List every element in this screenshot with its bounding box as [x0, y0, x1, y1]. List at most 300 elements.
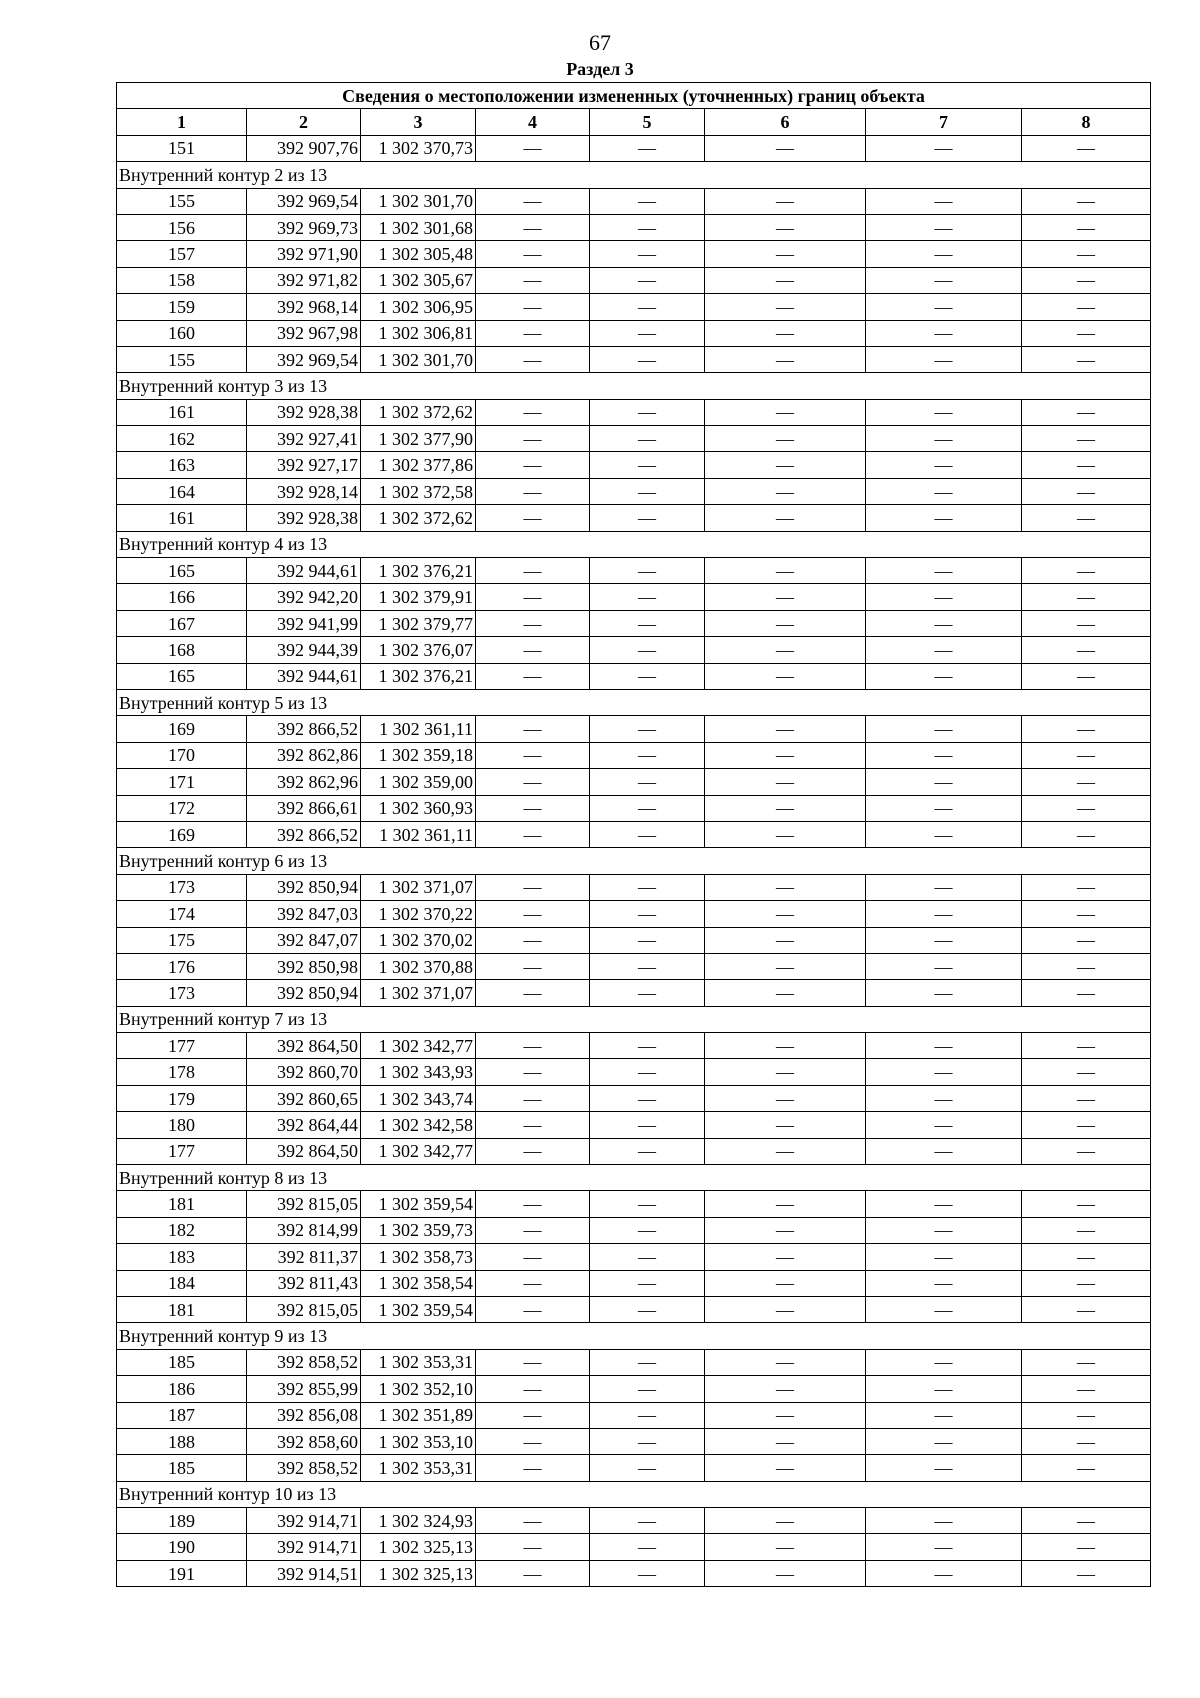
column-8-cell: — [1022, 1455, 1151, 1481]
column-4-cell: — [476, 346, 590, 372]
point-number-cell: 185 [117, 1349, 247, 1375]
point-number-cell: 185 [117, 1455, 247, 1481]
column-8-cell: — [1022, 426, 1151, 452]
contour-label: Внутренний контур 10 из 13 [117, 1481, 1151, 1507]
column-7-cell: — [866, 795, 1022, 821]
x-coordinate-cell: 392 855,99 [247, 1376, 361, 1402]
column-5-cell: — [590, 214, 705, 240]
column-8-cell: — [1022, 241, 1151, 267]
column-7-cell: — [866, 769, 1022, 795]
x-coordinate-cell: 392 969,54 [247, 188, 361, 214]
column-5-cell: — [590, 953, 705, 979]
column-8-cell: — [1022, 584, 1151, 610]
column-8-cell: — [1022, 1296, 1151, 1322]
column-7-cell: — [866, 716, 1022, 742]
column-5-cell: — [590, 1085, 705, 1111]
x-coordinate-cell: 392 814,99 [247, 1217, 361, 1243]
column-5-cell: — [590, 1508, 705, 1534]
contour-label: Внутренний контур 5 из 13 [117, 689, 1151, 715]
column-8-cell: — [1022, 795, 1151, 821]
table-row [117, 214, 1151, 240]
y-coordinate-cell: 1 302 342,77 [361, 1033, 476, 1059]
table-row [117, 1376, 1151, 1402]
point-number-cell: 169 [117, 716, 247, 742]
column-4-cell: — [476, 1428, 590, 1454]
x-coordinate-cell: 392 967,98 [247, 320, 361, 346]
point-number-cell: 183 [117, 1244, 247, 1270]
column-8-cell: — [1022, 135, 1151, 161]
table-row [117, 426, 1151, 452]
contour-header-row [117, 848, 1151, 874]
y-coordinate-cell: 1 302 361,11 [361, 716, 476, 742]
x-coordinate-cell: 392 815,05 [247, 1191, 361, 1217]
y-coordinate-cell: 1 302 370,02 [361, 927, 476, 953]
y-coordinate-cell: 1 302 371,07 [361, 874, 476, 900]
column-6-cell: — [705, 1270, 866, 1296]
section-title: Раздел 3 [566, 59, 634, 79]
column-4-cell: — [476, 241, 590, 267]
y-coordinate-cell: 1 302 351,89 [361, 1402, 476, 1428]
column-5-cell: — [590, 1534, 705, 1560]
x-coordinate-cell: 392 858,52 [247, 1455, 361, 1481]
column-header-5: 5 [590, 109, 705, 135]
y-coordinate-cell: 1 302 370,73 [361, 135, 476, 161]
point-number-cell: 169 [117, 821, 247, 847]
table-row [117, 188, 1151, 214]
x-coordinate-cell: 392 971,90 [247, 241, 361, 267]
column-8-cell: — [1022, 214, 1151, 240]
column-6-cell: — [705, 1033, 866, 1059]
column-8-cell: — [1022, 1560, 1151, 1586]
column-6-cell: — [705, 188, 866, 214]
contour-label: Внутренний контур 3 из 13 [117, 373, 1151, 399]
y-coordinate-cell: 1 302 305,67 [361, 267, 476, 293]
point-number-cell: 171 [117, 769, 247, 795]
column-7-cell: — [866, 1508, 1022, 1534]
column-4-cell: — [476, 1349, 590, 1375]
table-row [117, 742, 1151, 768]
y-coordinate-cell: 1 302 370,88 [361, 953, 476, 979]
column-4-cell: — [476, 426, 590, 452]
y-coordinate-cell: 1 302 324,93 [361, 1508, 476, 1534]
column-7-cell: — [866, 505, 1022, 531]
column-6-cell: — [705, 821, 866, 847]
column-5-cell: — [590, 1112, 705, 1138]
column-6-cell: — [705, 1428, 866, 1454]
table-row [117, 478, 1151, 504]
column-6-cell: — [705, 1244, 866, 1270]
point-number-cell: 184 [117, 1270, 247, 1296]
column-7-cell: — [866, 637, 1022, 663]
point-number-cell: 186 [117, 1376, 247, 1402]
column-5-cell: — [590, 267, 705, 293]
x-coordinate-cell: 392 864,50 [247, 1033, 361, 1059]
point-number-cell: 177 [117, 1138, 247, 1164]
column-8-cell: — [1022, 980, 1151, 1006]
x-coordinate-cell: 392 856,08 [247, 1402, 361, 1428]
table-row [117, 953, 1151, 979]
table-row [117, 1059, 1151, 1085]
table-row [117, 399, 1151, 425]
column-5-cell: — [590, 1455, 705, 1481]
column-4-cell: — [476, 742, 590, 768]
column-5-cell: — [590, 610, 705, 636]
column-4-cell: — [476, 901, 590, 927]
contour-header-row [117, 1165, 1151, 1191]
x-coordinate-cell: 392 858,60 [247, 1428, 361, 1454]
table-row [117, 1217, 1151, 1243]
contour-header-row [117, 531, 1151, 557]
x-coordinate-cell: 392 969,73 [247, 214, 361, 240]
point-number-cell: 176 [117, 953, 247, 979]
column-4-cell: — [476, 267, 590, 293]
column-8-cell: — [1022, 505, 1151, 531]
column-5-cell: — [590, 426, 705, 452]
y-coordinate-cell: 1 302 359,54 [361, 1296, 476, 1322]
table-row [117, 1296, 1151, 1322]
x-coordinate-cell: 392 927,41 [247, 426, 361, 452]
column-6-cell: — [705, 558, 866, 584]
column-8-cell: — [1022, 1138, 1151, 1164]
y-coordinate-cell: 1 302 372,62 [361, 399, 476, 425]
column-6-cell: — [705, 320, 866, 346]
column-6-cell: — [705, 267, 866, 293]
coordinates-table [116, 82, 1151, 1587]
column-4-cell: — [476, 558, 590, 584]
contour-header-row [117, 1006, 1151, 1032]
column-7-cell: — [866, 1296, 1022, 1322]
y-coordinate-cell: 1 302 306,81 [361, 320, 476, 346]
column-5-cell: — [590, 1376, 705, 1402]
column-6-cell: — [705, 1402, 866, 1428]
column-6-cell: — [705, 294, 866, 320]
column-5-cell: — [590, 188, 705, 214]
point-number-cell: 191 [117, 1560, 247, 1586]
table-caption: Сведения о местоположении измененных (уточненных) границ объекта [117, 83, 1151, 109]
column-6-cell: — [705, 1508, 866, 1534]
point-number-cell: 165 [117, 663, 247, 689]
column-8-cell: — [1022, 1376, 1151, 1402]
x-coordinate-cell: 392 862,86 [247, 742, 361, 768]
column-7-cell: — [866, 135, 1022, 161]
x-coordinate-cell: 392 914,71 [247, 1534, 361, 1560]
point-number-cell: 179 [117, 1085, 247, 1111]
column-7-cell: — [866, 452, 1022, 478]
column-8-cell: — [1022, 927, 1151, 953]
y-coordinate-cell: 1 302 305,48 [361, 241, 476, 267]
point-number-cell: 178 [117, 1059, 247, 1085]
point-number-cell: 155 [117, 346, 247, 372]
column-7-cell: — [866, 1244, 1022, 1270]
contour-header-row [117, 1323, 1151, 1349]
table-row [117, 1402, 1151, 1428]
table-row [117, 1191, 1151, 1217]
column-6-cell: — [705, 478, 866, 504]
x-coordinate-cell: 392 811,37 [247, 1244, 361, 1270]
column-8-cell: — [1022, 1349, 1151, 1375]
table-row [117, 294, 1151, 320]
column-8-cell: — [1022, 1085, 1151, 1111]
column-5-cell: — [590, 663, 705, 689]
column-header-8: 8 [1022, 109, 1151, 135]
point-number-cell: 188 [117, 1428, 247, 1454]
table-row [117, 1112, 1151, 1138]
column-6-cell: — [705, 637, 866, 663]
y-coordinate-cell: 1 302 358,54 [361, 1270, 476, 1296]
column-7-cell: — [866, 478, 1022, 504]
column-5-cell: — [590, 294, 705, 320]
column-8-cell: — [1022, 769, 1151, 795]
column-4-cell: — [476, 663, 590, 689]
y-coordinate-cell: 1 302 379,77 [361, 610, 476, 636]
column-6-cell: — [705, 610, 866, 636]
column-7-cell: — [866, 1085, 1022, 1111]
column-8-cell: — [1022, 452, 1151, 478]
column-5-cell: — [590, 584, 705, 610]
column-5-cell: — [590, 1270, 705, 1296]
column-4-cell: — [476, 584, 590, 610]
point-number-cell: 174 [117, 901, 247, 927]
column-4-cell: — [476, 1560, 590, 1586]
y-coordinate-cell: 1 302 359,73 [361, 1217, 476, 1243]
column-6-cell: — [705, 1138, 866, 1164]
table-row [117, 1244, 1151, 1270]
y-coordinate-cell: 1 302 342,58 [361, 1112, 476, 1138]
column-6-cell: — [705, 584, 866, 610]
x-coordinate-cell: 392 862,96 [247, 769, 361, 795]
column-6-cell: — [705, 1085, 866, 1111]
column-7-cell: — [866, 320, 1022, 346]
column-8-cell: — [1022, 1534, 1151, 1560]
column-5-cell: — [590, 478, 705, 504]
x-coordinate-cell: 392 942,20 [247, 584, 361, 610]
column-7-cell: — [866, 399, 1022, 425]
column-8-cell: — [1022, 716, 1151, 742]
table-row [117, 927, 1151, 953]
contour-header-row [117, 689, 1151, 715]
x-coordinate-cell: 392 864,50 [247, 1138, 361, 1164]
y-coordinate-cell: 1 302 353,31 [361, 1349, 476, 1375]
column-6-cell: — [705, 742, 866, 768]
x-coordinate-cell: 392 907,76 [247, 135, 361, 161]
column-8-cell: — [1022, 188, 1151, 214]
point-number-cell: 173 [117, 980, 247, 1006]
x-coordinate-cell: 392 860,70 [247, 1059, 361, 1085]
column-6-cell: — [705, 980, 866, 1006]
x-coordinate-cell: 392 850,94 [247, 980, 361, 1006]
column-8-cell: — [1022, 558, 1151, 584]
table-row [117, 452, 1151, 478]
x-coordinate-cell: 392 850,98 [247, 953, 361, 979]
column-7-cell: — [866, 558, 1022, 584]
x-coordinate-cell: 392 815,05 [247, 1296, 361, 1322]
page-number: 67 [589, 30, 611, 55]
table-row [117, 320, 1151, 346]
column-4-cell: — [476, 874, 590, 900]
column-6-cell: — [705, 214, 866, 240]
column-4-cell: — [476, 1033, 590, 1059]
column-5-cell: — [590, 1033, 705, 1059]
table-row [117, 346, 1151, 372]
column-6-cell: — [705, 241, 866, 267]
point-number-cell: 164 [117, 478, 247, 504]
contour-header-row [117, 162, 1151, 188]
column-4-cell: — [476, 214, 590, 240]
column-4-cell: — [476, 294, 590, 320]
column-4-cell: — [476, 320, 590, 346]
point-number-cell: 155 [117, 188, 247, 214]
y-coordinate-cell: 1 302 358,73 [361, 1244, 476, 1270]
x-coordinate-cell: 392 847,07 [247, 927, 361, 953]
column-4-cell: — [476, 1270, 590, 1296]
point-number-cell: 156 [117, 214, 247, 240]
column-4-cell: — [476, 980, 590, 1006]
point-number-cell: 159 [117, 294, 247, 320]
y-coordinate-cell: 1 302 301,70 [361, 188, 476, 214]
y-coordinate-cell: 1 302 377,90 [361, 426, 476, 452]
column-5-cell: — [590, 1560, 705, 1586]
column-8-cell: — [1022, 346, 1151, 372]
table-row [117, 901, 1151, 927]
column-5-cell: — [590, 1402, 705, 1428]
table-row [117, 1428, 1151, 1454]
table-body [117, 135, 1151, 1586]
column-8-cell: — [1022, 1244, 1151, 1270]
column-6-cell: — [705, 1349, 866, 1375]
y-coordinate-cell: 1 302 359,00 [361, 769, 476, 795]
column-4-cell: — [476, 135, 590, 161]
table-row [117, 1349, 1151, 1375]
point-number-cell: 163 [117, 452, 247, 478]
x-coordinate-cell: 392 850,94 [247, 874, 361, 900]
contour-header-row [117, 1481, 1151, 1507]
x-coordinate-cell: 392 969,54 [247, 346, 361, 372]
point-number-cell: 168 [117, 637, 247, 663]
column-8-cell: — [1022, 637, 1151, 663]
table-row [117, 980, 1151, 1006]
y-coordinate-cell: 1 302 352,10 [361, 1376, 476, 1402]
column-7-cell: — [866, 663, 1022, 689]
column-8-cell: — [1022, 821, 1151, 847]
column-7-cell: — [866, 294, 1022, 320]
table-row [117, 267, 1151, 293]
x-coordinate-cell: 392 860,65 [247, 1085, 361, 1111]
column-5-cell: — [590, 135, 705, 161]
column-5-cell: — [590, 874, 705, 900]
column-4-cell: — [476, 610, 590, 636]
column-6-cell: — [705, 135, 866, 161]
column-8-cell: — [1022, 1402, 1151, 1428]
table-row [117, 716, 1151, 742]
column-5-cell: — [590, 558, 705, 584]
column-6-cell: — [705, 346, 866, 372]
column-5-cell: — [590, 769, 705, 795]
column-4-cell: — [476, 716, 590, 742]
column-8-cell: — [1022, 1059, 1151, 1085]
table-caption-row [117, 83, 1151, 109]
table-row [117, 1033, 1151, 1059]
column-5-cell: — [590, 795, 705, 821]
column-5-cell: — [590, 742, 705, 768]
column-6-cell: — [705, 716, 866, 742]
point-number-cell: 180 [117, 1112, 247, 1138]
x-coordinate-cell: 392 914,51 [247, 1560, 361, 1586]
column-5-cell: — [590, 1428, 705, 1454]
column-4-cell: — [476, 1191, 590, 1217]
column-7-cell: — [866, 1191, 1022, 1217]
x-coordinate-cell: 392 927,17 [247, 452, 361, 478]
contour-header-row [117, 373, 1151, 399]
column-6-cell: — [705, 505, 866, 531]
column-7-cell: — [866, 953, 1022, 979]
column-4-cell: — [476, 1296, 590, 1322]
column-5-cell: — [590, 399, 705, 425]
y-coordinate-cell: 1 302 301,70 [361, 346, 476, 372]
table-row [117, 663, 1151, 689]
column-4-cell: — [476, 1508, 590, 1534]
y-coordinate-cell: 1 302 343,74 [361, 1085, 476, 1111]
column-5-cell: — [590, 901, 705, 927]
column-7-cell: — [866, 1455, 1022, 1481]
x-coordinate-cell: 392 847,03 [247, 901, 361, 927]
column-4-cell: — [476, 188, 590, 214]
x-coordinate-cell: 392 864,44 [247, 1112, 361, 1138]
column-4-cell: — [476, 637, 590, 663]
column-8-cell: — [1022, 399, 1151, 425]
y-coordinate-cell: 1 302 360,93 [361, 795, 476, 821]
table-row [117, 1270, 1151, 1296]
x-coordinate-cell: 392 928,38 [247, 505, 361, 531]
point-number-cell: 160 [117, 320, 247, 346]
column-5-cell: — [590, 927, 705, 953]
y-coordinate-cell: 1 302 379,91 [361, 584, 476, 610]
column-5-cell: — [590, 637, 705, 663]
column-5-cell: — [590, 821, 705, 847]
column-8-cell: — [1022, 1191, 1151, 1217]
column-5-cell: — [590, 980, 705, 1006]
point-number-cell: 172 [117, 795, 247, 821]
x-coordinate-cell: 392 941,99 [247, 610, 361, 636]
column-7-cell: — [866, 584, 1022, 610]
point-number-cell: 165 [117, 558, 247, 584]
y-coordinate-cell: 1 302 372,62 [361, 505, 476, 531]
table-row [117, 610, 1151, 636]
column-8-cell: — [1022, 901, 1151, 927]
point-number-cell: 161 [117, 399, 247, 425]
y-coordinate-cell: 1 302 306,95 [361, 294, 476, 320]
table-row [117, 874, 1151, 900]
table-row [117, 505, 1151, 531]
column-4-cell: — [476, 452, 590, 478]
column-4-cell: — [476, 1455, 590, 1481]
x-coordinate-cell: 392 866,52 [247, 821, 361, 847]
column-8-cell: — [1022, 320, 1151, 346]
column-7-cell: — [866, 1349, 1022, 1375]
column-4-cell: — [476, 478, 590, 504]
table-row [117, 135, 1151, 161]
column-4-cell: — [476, 1112, 590, 1138]
column-header-6: 6 [705, 109, 866, 135]
column-6-cell: — [705, 927, 866, 953]
column-6-cell: — [705, 901, 866, 927]
point-number-cell: 177 [117, 1033, 247, 1059]
column-7-cell: — [866, 1402, 1022, 1428]
table-row [117, 1560, 1151, 1586]
point-number-cell: 170 [117, 742, 247, 768]
column-7-cell: — [866, 1059, 1022, 1085]
y-coordinate-cell: 1 302 301,68 [361, 214, 476, 240]
table-row [117, 795, 1151, 821]
